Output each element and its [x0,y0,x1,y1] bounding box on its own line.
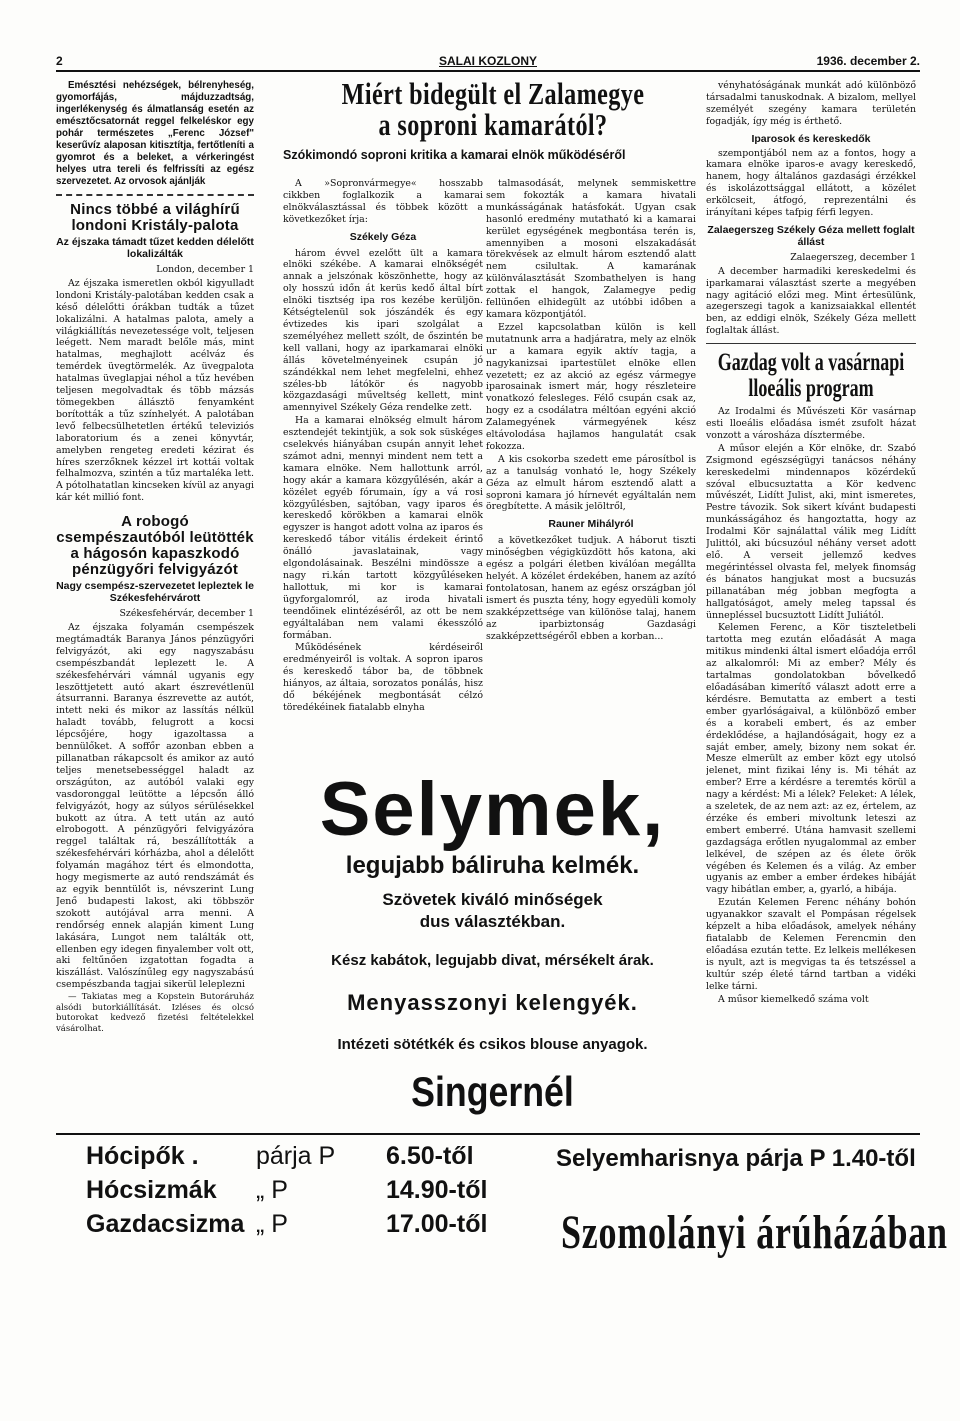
smuggler-body: Az éjszaka folyamán csempészek megtámadták Baranya János pénzügyőri felvigyázót, aki egy nagyszabásu csempészbandát leplezett le. A székesfehérvári vámnál ugyanis egy leszöttjetett autó akart észrevétlenül átsurranni. Baranya észrevette az autót, intett neki és mikor az lassítás nélkül haladt tovább, felugrott a kocsi lépcsőjére, hogy igazoltassa a bennülőket. A soffőr azonban ebben a pillanatban rákapcsolt és amikor az autó teljes menetsebességgel haladt az országúton, az autóból valaki egy vasdoronggal leütötte a lépcsőn álló felvigyázót, hogy az súlyos sérülésekkel bukott az útra. A tett után az autó elrobogott. A pénzügyőri felvigyázóra reggel találtak rá, beszállították a székesfehérvári kórházba, ahol a délelőtt folyamán magához tért és elmondotta, hogy megismerte az autó rendszámát és az egyik benntülőt is, névszerint Lung Jenő budapesti lakost, aki többször szokott autójával arra menni. A rendőrség ennek alapján kiment Lung lakására, Lungot nem találták ott, ellenben egy idegen finyalember volt ott, aki feltűnően izgatottan fogadta a kiszállást. Valószínűleg egy nagyszabású csempészbanda tagjai sikerül leleplezni [56,622,254,991]
chamber-article-right-column [486,178,696,763]
col3-paragraph: vényhatóságának munkát adó különböző társadalmi tanuskodnak. A bizalom, mellyel személyét szegény kamara területén fogadják, így még is érthető. [706,80,916,127]
price-row [86,1175,487,1205]
chamber-paragraph: három évvel ezelőtt ült a kamara elnöki székébe. A kamarai elnökségét annak a jelszónak köszönhette, hogy az oly hosszú időn át kerüs kedő által bírt elnöki tisztség ipa ros kezébe kerüljön. Kétségtelenül sok jószándék és egy évtizedes kis ipari szolgálat a személyéhez mellett szólt, de őszintén be kell vallani, hogy az iparkamarai elnöki állás követelményeinek csupán jó szándékkal nem lehet megfelelni, ehhez széles-bb látókör és nagyobb közgazdasági műveltség kellett, mint amennyivel Székely Géza rendelke zett. [283,247,483,414]
product-price: 6.50-től [386,1142,474,1170]
product-name: Gazdacsizma [86,1210,245,1238]
london-dateline: London, december 1 [156,264,254,275]
szekesfehervar-dateline: Székesfehérvár, december 1 [119,608,254,620]
chamber-article-header [283,78,703,178]
chamber-paragraph: A kis csokorba szedett eme párosítbol is az a tanulság vonható le, hogy Székely Géza az elmult három esztendő alatt a soproni kamara jó hírnevét egyáltalán nem öregbítette. A másik jelöltről, [486,453,696,513]
page-header [56,54,920,70]
smuggler-subheadline: Nagy csempész-szervezetet lepleztek le Székesfehérvárott [56,580,254,605]
product-price: 14.90-től [386,1176,488,1204]
col3-paragraph: A műsor elején a Kör elnöke, dr. Szabó Zsigmond egészségügyi tanácsos néhány kereskedelmi mindennapos közérdekű szóval elbucsuztatta a Kör kedvenc művészét, Lidítt Julist, aki, mint ismeretes, Pestre távozik. Sok sikert kívánt budapesti munkásságához és hangoztatta, hogy az Irodalmi Kör sajnálattal válik meg Lidítt Julittól, aki búcsuzóul néhány verset adott elő. A verseit jellemző kedves megérintéssel olvasta fel, melyek finomság és bánatos hangjukat most a bucsuzás pillanatában még jobban megfogta a hallgatóságot, amely meleg tapssal és ünnepléssel bucsuztott Lidítt Juliától. [706,442,916,621]
chamber-headline-line1: Miért bidegült el Zalamegye [341,78,645,111]
header-rule [56,70,920,72]
crystal-palace-subheadline: Az éjszaka támadt tűzet kedden délelőtt lokalizálták [56,236,254,260]
zalaegerszeg-headline: Zalaegerszeg Székely Géza mellett foglalt állást [707,223,915,248]
chamber-paragraph: Ezzel kapcsolatban külön is kell mutatnunk arra a hadjáratra, mely az elnök ur a kamara egyik aktív tagja, a nagykanizsai ipartestület elnöke ellen vezetett; ez az akció az egész vármegye iparosainak ismert már, hogy részleteire vonatkozó felesleges. Félő csupán csak az, hogy ez a csodálatra méltóan egyéni akció Zalamegyének vármegyének kész eltávolodása hajlamos hangulatát csak fokozza. [486,321,696,452]
ad-fabrics-line: Szövetek kiváló minőségek [382,890,603,909]
chamber-intro: A »Sopronvármegye« hosszabb cikkben foglalkozik a kamarai elnökválasztással és többek között a következőket írja: [283,178,483,225]
ad-ballgown-line: legujabb báliruha kelmék. [345,852,640,879]
chamber-paragraph: a következőket tudjuk. A háborut tiszti minőségben végigküzdött hős katona, aki egész a polgári életben kiválóan megállta helyét. A közélet érdekében, hanem az azító fontolatosan, hanem az egész országban jól ismert és puszta tény, hogy egyedüli komoly szakképzettsége van különöse talaj, hanem az iparbiztonság Gazdasági szakképzettségéről ebben a korban... [486,535,696,642]
product-unit: „ P [256,1176,288,1204]
col3-paragraph: A december harmadiki kereskedelmi és iparkamarai választást szerte a megyében nagy agitáció előzi meg. Mint értesülünk, azegerszegi tagok a kanizsaiakkal ellentét ben, az eddigi elnök, Székely Géza mellett foglaltak állást. [706,265,916,337]
price-row [86,1141,474,1171]
col3-paragraph: Az Irodalmi és Művészeti Kör vasárnap esti lloeális előadása ismét zsufolt házat vonzott a városháza dísztermébe. [706,406,916,441]
laxative-ad-text: Emésztési nehézségek, bélrenyheség, gyomorfájás, májduzzadtság, ingerlékenység és álmatlanság esetén az emésztőcsatornát reggel felkeléskor egy pohár természetes „Ferenc József" keserűvíz alaposan kitisztítja, fertőtleníti a gyomrot és a beleket, a vérkeringést helyes utra tereli és felfrissíti az egész szervezetet. Az orvosok ajánlják [56,80,254,187]
szekely-geza-subhead: Székely Géza [349,230,417,243]
product-name: Hócipők . [86,1142,199,1170]
ad-selection-line: dus választékban. [419,912,566,931]
chamber-paragraph: Működésének kérdéseiről eredményeiről is voltak. A sopron iparos és kereskedő tábor ba, de többnek hiányos, az áltaia, sorozatos ponálás, hisz dő békéjének megbontását célzó töredékéinek fiatalabb elnyha [283,642,483,713]
col3-paragraph: szempontjából nem az a fontos, hogy a kamara elnöke iparos-e avagy kereskedő, hanem, hogy általános gazdasági érzékkel és iskolázottsággal ellátott, a közélet erkölcseit, átfogó, reprezentálni és irányítani képes tafpig férfi legyen. [706,147,916,219]
literary-program-headline: Gazdag volt a vasárnapi lloeális program [717,349,905,403]
col3-paragraph: Ezután Kelemen Ferenc néhány bohón ugyanakkor szavalt el Pompásan régelsek képzelt a hiba előadások, amelyek néhány fiatalabb de Kelemen Ferencmin den előadása ezután tette. Ez lelkeis mellékesen is nyult, azt is megvigas ta és tetszéssel a kultúr szép életé tárnd tartban a vidéki lelke tárni. [706,897,916,992]
newspaper-name: SALAI KOZLONY [439,54,537,68]
separator [56,194,254,196]
page-number: 2 [56,54,63,68]
crystal-palace-body: Az éjszaka ismeretlen okból kigyulladt londoni Kristály-palotában kedden csak a késő délelőtti órákban tudták a tűzet lokalizálni. A hatalmas palota, amely a világkiállítás nevezetessége volt, teljesen leégett. Nem maradt belőle más, mint hatalmas, meghajlott acélváz és temérdek üvegtörmelék. Az üvegpalota hatalmas üveglapjai néhol a tűz hevében teljesen megolvadtak és több mázsás tömegekben állásztö fenyamként borították a tűz színhelyét. A palotában levő felbecsülhetetlen értékű televiziós laboratorium és a zenei könyvtár, amelyben rengeteg eredeti kézirat és híres szerzőknek kézzel irt kottái voltak felhalmozva, szintén a tűz martaléka lett. A pótolhatatlan kincseken kívül az anyagi kár két millió font. [56,277,254,504]
col3-paragraph: A műsor kiemelkedő száma volt [718,993,869,1005]
store-name: Szomolányi árúházában [561,1206,948,1259]
issue-date: 1936. december 2. [816,54,920,68]
ad-shop-name: Singernél [411,1068,574,1115]
stocking-offer: Selyemharisnya párja P 1.40-től [556,1145,916,1172]
iparosok-subhead: Iparosok és kereskedők [751,132,871,145]
price-row [86,1209,487,1239]
product-name: Hócsizmák [86,1176,217,1204]
szomolanyi-advertisement [56,1133,948,1305]
chamber-paragraph: talmasodását, melynek semmiskettre sem fokozták a kamara hivatali munkásságának hatásfokát. Ugyan csak hasonló eredmény mutatható ki a kamarai kerület egységének megbontása terén is, amennyiben a mosoni elszakadását törekvések az elmult három esztendő alatt nem csilultak. A kamarának különválasztását Szombathelyen is hang zottak el hangok, Zalamegye pedig fellünően elhidegült az utóbbi időben a kamara központjától. [486,178,696,320]
product-price: 17.00-től [386,1210,488,1238]
product-unit: „ P [256,1210,288,1238]
ad-brand-line: Selymek, [319,767,666,852]
smuggler-headline: A robogó csempészautóból leütötték a hágosón kapaszkodó pénzügyőri felvigyázót [56,513,254,579]
rauner-mihaly-subhead: Rauner Mihályról [548,518,634,531]
col3-paragraph: Kelemen Ferenc, a Kör tiszteletbeli tartotta meg ezután előadását A maga mitikus mindenki által ismert előadója erről az alkalomról: Mi az ember? Mély és tartalmas gondolatokban bővelkedő előadásában kimerítő választ adott erre a kérdésre. Bemutatta az embert a testi ember gyarlóságaival, a különböző ember és a korabeli embert, és az ember érdeklődése, a hajlandóságait, hogy ez a saját ember, amely, bizony nem sokat ér. Mesze elmerült az ember közt egy utolsó jelenet, mint fizikai lény is. Mi téhát az ember? Erre a kérdésre a teremtés körül a nagy a kérdést: Mi a lélek? Feleket: A lélek, a szeletek, de az nem azt: az ez, értelem, az érzéke és emberi mivoltunk leteszi az embert emberré. Utána hamvasit szellemi gazdagsága erőtlen nyugalommal az ember lelkével, de szépen az és élete örök végében és Kelemen és a világ. Az ember ugyanis az ember a ember érdekes hibáját vagy hibátlan ember, a, gyarló, a hibája. [706,622,916,896]
chamber-article-left-column [283,178,483,763]
product-unit: párja P [256,1142,336,1170]
zalaegerszeg-dateline: Zalaegerszeg, december 1 [790,251,916,263]
chamber-kicker: Szókimondó soproni kritika a kamarai elnök működéséről [283,148,626,162]
crystal-palace-headline: Nincs többé a világhírű londoni Kristály-palota [70,201,240,234]
ad-coats-line: Kész kabátok, legujabb divat, mérsékelt árak. [331,952,654,969]
chamber-headline-line2: a soproni kamarától? [378,107,608,142]
separator [706,343,916,344]
ad-blouse-line: Intézeti sötétkék és csikos blouse anyagok. [337,1036,648,1053]
ad-trousseau-line: Menyasszonyi kelengyék. [347,990,638,1015]
singer-advertisement [290,767,695,1125]
column-3 [706,80,916,1130]
furniture-note: — Takiatas meg a Kopstein Butoráruház alsódi butorkiállítását. Izléses és olcsó butorokat kedvező fizetési feltételekkel vásárolhat. [56,992,254,1034]
chamber-paragraph: Ha a kamarai elnökség elmult három esztendejét tekintjük, a sok sok süskéges cselekvés hiányában csupán annyit lehet számot adni, mennyi mindent nem tett a kamara elnöke. Nem hallottunk arról, hogy akár a kamara közgyűlésén, akár a közélet egyéb fórumain, így a vá rosi közgyűlésben, sajtóban, vagy iparos és kereskedő körökben a kamarai elnök egyszer is hangot adott volna az iparos és kereskedő tábor vitális érdekeit érintő önálló javaslatainak, vagy elgondolásainak. Beszélni mindössze a nagy ri.kán tartott közgyűléseken hallottuk, mi kor is kamarai ügyforgalomról, az iroda hivatali teendőinek elintézéséről, az ott be nem egyáltalában nem valami ékesszóló formában. [283,415,483,641]
column-1 [56,80,254,1130]
